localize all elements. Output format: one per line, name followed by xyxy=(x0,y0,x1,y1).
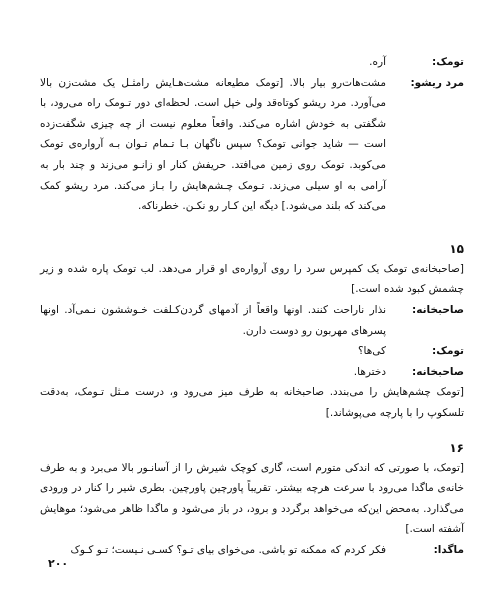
dialogue-text: کی‌ها؟ xyxy=(357,345,386,358)
scene-number: ۱۵ xyxy=(449,241,464,256)
scene-number: ۱۶ xyxy=(449,440,464,455)
speaker-name: تومک: xyxy=(432,56,464,68)
dialogue-text: مشت‌هات‌رو بیار بالا. [تومک مطیعانه مشت‌هـایش رامثـل یک مشت‌زن بالا می‌آورد. مرد ریشو کوتاه‌قد ولی خپل است. لحظه‌ای دور تـومک راه می‌رود، با شگفتی به خودش اشاره می‌کند. واقعاً معلوم نیست از چه چیزی شگفت‌زده است — شاید جوانی تومک؟ سپس ناگهان بـا تـمام تـوان بـه آرواره‌ی تومک می‌کوبد. تومک روی زمین می‌افتد. حریفش کنار او زانـو می‌زند و چند بار به آرامی به او سیلی می‌زند. تـومک چـشم‌هایش را بـاز می‌کند. مرد ریشو کمک می‌کند که بلند می‌شود.] دیگه این کـار رو نکـن. خطرناکه. xyxy=(40,76,386,213)
page-number: ۲۰۰ xyxy=(48,557,69,570)
dialogue-text: آره. xyxy=(369,56,386,68)
dialogue-line xyxy=(40,52,464,73)
dialogue-line xyxy=(40,300,464,341)
dialogue-text: فکر کردم که ممکنه تو باشی. می‌خوای بیای تـو؟ کسـی نـیست؛ تـو کـوک xyxy=(70,543,386,556)
speaker-name: مرد ریشو: xyxy=(410,76,464,89)
stage-direction: [صاحبخانه‌ی تومک یک کمپرس سرد را روی آرواره‌ی او قرار می‌دهد. لب تومک پاره شده و زیر چشمش کبود شده است.] xyxy=(40,262,464,296)
dialogue-line xyxy=(40,362,464,383)
dialogue-text: نذار ناراحت کنند. اونها واقعاً از آدمهای گردن‌کـلفت خـوششون نـمی‌آد. اونها پسرهای مهربون رو دوست دارن. xyxy=(40,303,386,337)
speaker-name: ماگدا: xyxy=(433,543,464,556)
speaker-name: صاحبخانه: xyxy=(412,303,464,316)
speaker-name: صاحبخانه: xyxy=(412,365,464,378)
dialogue-line xyxy=(40,341,464,362)
dialogue-line xyxy=(40,73,464,217)
speaker-name: تومک: xyxy=(432,345,464,358)
stage-direction: [تومک، با صورتی که اندکی متورم است، گاری کوچک شیرش را از آسانـور بالا می‌برد و به طرف خانه‌ی ماگدا می‌رود با سرعت هرچه بیشتر. تقریباً پاورچین پاورچین. بطری شیر را کنار در ورودی می‌گذارد. به‌محض این‌که می‌خواهد برگردد و برود، در باز می‌شود و ماگدا ظاهر می‌شود؛ موهایش آشفته است.] xyxy=(40,461,464,536)
dialogue-text: دخترها. xyxy=(353,365,386,378)
dialogue-line xyxy=(40,540,464,561)
stage-direction: [تومک چشم‌هایش را می‌بندد. صاحبخانه به طرف میز می‌رود و، درست مـثل تـومک، به‌دقت تلسکوپ را با پارچه می‌پوشاند.] xyxy=(40,386,464,419)
